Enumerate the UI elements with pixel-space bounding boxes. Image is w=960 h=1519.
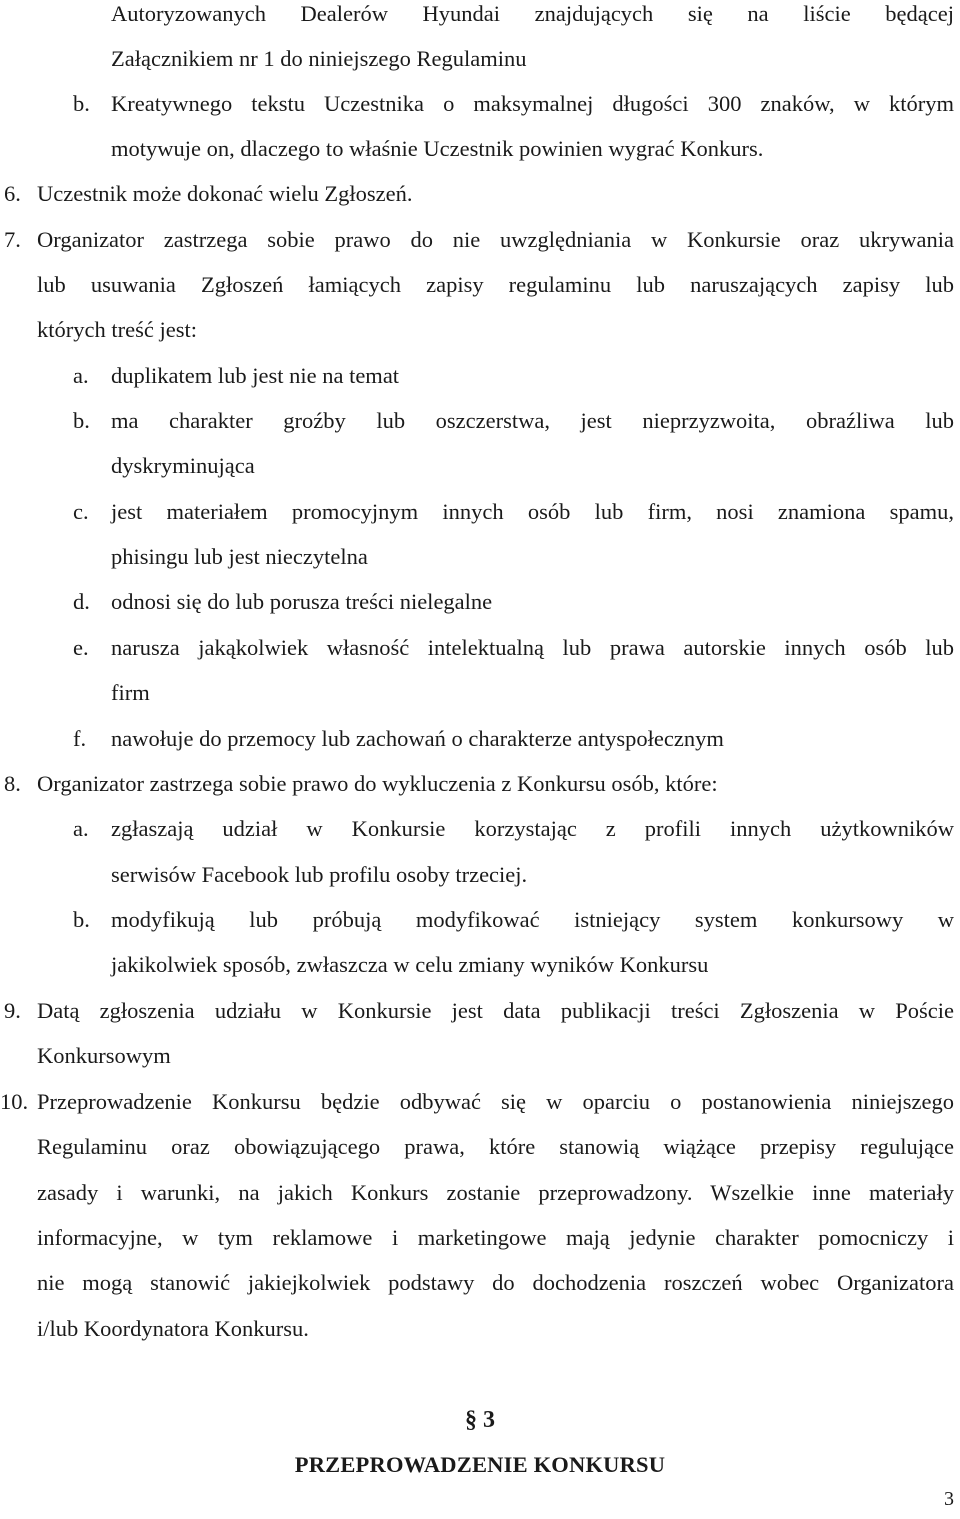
item-text: Organizator zastrzega sobie prawo do nie uwzględniania w Konkursie oraz ukrywania <box>37 227 954 252</box>
item-text: Uczestnik może dokonać wielu Zgłoszeń. <box>37 181 413 206</box>
sub-item-text: Kreatywnego tekstu Uczestnika o maksymalnej długości 300 znaków, w którym <box>111 91 954 116</box>
sub-item-text: jest materiałem promocyjnym innych osób lub firm, nosi znamiona spamu, <box>111 499 954 524</box>
item-text: Przeprowadzenie Konkursu będzie odbywać się w oparciu o postanowienia niniejszego <box>37 1089 954 1114</box>
item-text: Regulaminu oraz obowiązującego prawa, które stanowią wiążące przepisy regulujące <box>37 1134 954 1159</box>
item-text: i/lub Koordynatora Konkursu. <box>37 1316 309 1341</box>
sub-item-marker: b. <box>73 907 90 932</box>
sub-item-text: duplikatem lub jest nie na temat <box>111 363 400 388</box>
item-text: Datą zgłoszenia udziału w Konkursie jest data publikacji treści Zgłoszenia w Poście <box>37 998 954 1023</box>
sub-item-marker: a. <box>73 363 89 388</box>
sub-item-marker: e. <box>73 635 89 660</box>
item-text: informacyjne, w tym reklamowe i marketingowe mają jedynie charakter pomocniczy i <box>37 1225 954 1250</box>
item-marker: 10. <box>0 1089 29 1114</box>
item-text: których treść jest: <box>37 317 197 342</box>
item-text: nie mogą stanowić jakiejkolwiek podstawy do dochodzenia roszczeń wobec Organizatora <box>37 1270 954 1295</box>
sub-item-marker: d. <box>73 589 90 614</box>
item-marker: 8. <box>4 771 21 796</box>
item-text: zasady i warunki, na jakich Konkurs zostanie przeprowadzony. Wszelkie inne materiały <box>37 1180 954 1205</box>
sub-item-text: dyskryminująca <box>111 453 255 478</box>
list-item-continuation <box>111 0 954 37</box>
item-text: lub usuwania Zgłoszeń łamiących zapisy regulaminu lub naruszających zapisy lub <box>37 272 954 297</box>
sub-item-text: phisingu lub jest nieczytelna <box>111 544 368 569</box>
item-marker: 9. <box>4 998 21 1023</box>
section-title: PRZEPROWADZENIE KONKURSU <box>294 1452 666 1477</box>
list-item-continuation <box>111 36 527 82</box>
sub-item-text: modyfikują lub próbują modyfikować istniejący system konkursowy w <box>111 907 954 932</box>
item-marker: 6. <box>4 181 21 206</box>
sub-item-text: zgłaszają udział w Konkursie korzystając z profili innych użytkowników <box>111 816 954 841</box>
sub-item-marker: a. <box>73 816 89 841</box>
sub-item-text: ma charakter groźby lub oszczerstwa, jest nieprzyzwoita, obraźliwa lub <box>111 408 954 433</box>
sub-item-marker: b. <box>73 91 90 116</box>
sub-item-marker: f. <box>73 726 87 751</box>
section-mark: § 3 <box>465 1407 495 1433</box>
sub-item-text: serwisów Facebook lub profilu osoby trzeciej. <box>111 862 528 887</box>
line-text: Autoryzowanych Dealerów Hyundai znajdujących się na liście będącej <box>111 1 954 26</box>
sub-item-text: firm <box>111 680 150 705</box>
item-marker: 7. <box>4 227 21 252</box>
sub-item-marker: c. <box>73 499 89 524</box>
sub-item-text: odnosi się do lub porusza treści nielegalne <box>111 589 493 614</box>
sub-item-text: narusza jakąkolwiek własność intelektualną lub prawa autorskie innych osób lub <box>111 635 954 660</box>
sub-item-text: jakikolwiek sposób, zwłaszcza w celu zmiany wyników Konkursu <box>111 952 709 977</box>
sub-item-text: motywuje on, dlaczego to właśnie Uczestnik powinien wygrać Konkurs. <box>111 136 764 161</box>
item-text: Organizator zastrzega sobie prawo do wykluczenia z Konkursu osób, które: <box>37 771 718 796</box>
sub-item-text: nawołuje do przemocy lub zachowań o charakterze antyspołecznym <box>111 726 724 751</box>
sub-item-marker: b. <box>73 408 90 433</box>
line-text: Załącznikiem nr 1 do niniejszego Regulaminu <box>111 46 527 71</box>
page-number: 3 <box>944 1488 954 1510</box>
item-text: Konkursowym <box>37 1043 171 1068</box>
